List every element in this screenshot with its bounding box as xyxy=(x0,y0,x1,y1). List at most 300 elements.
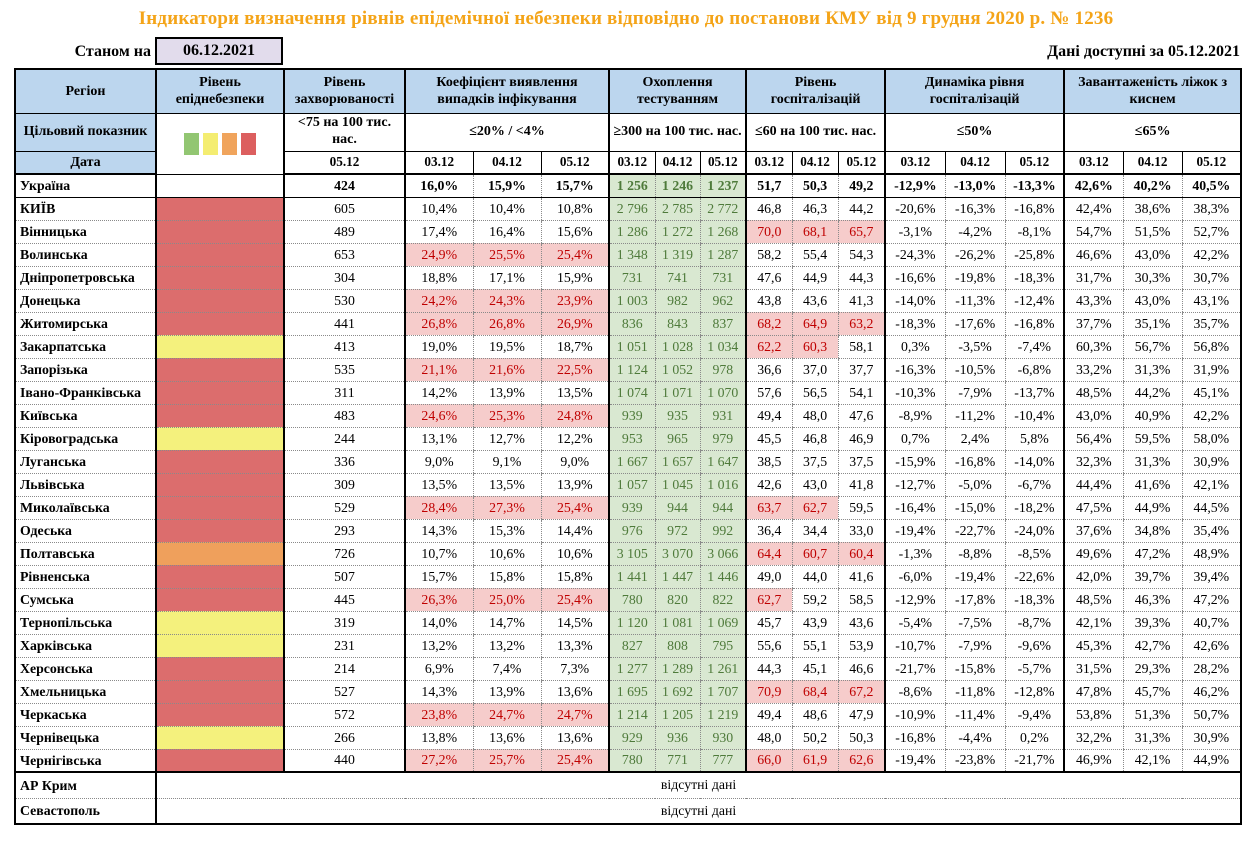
dynamics-value: -8,1% xyxy=(1005,220,1064,243)
dynamics-value: -7,4% xyxy=(1005,335,1064,358)
legend-swatch xyxy=(184,133,199,155)
detection-value: 14,3% xyxy=(405,519,473,542)
testing-value: 978 xyxy=(700,358,746,381)
hospitalization-value: 43,8 xyxy=(746,289,792,312)
date-cell: 04.12 xyxy=(945,151,1005,174)
dynamics-value: -18,3% xyxy=(1005,266,1064,289)
dynamics-value: -16,8% xyxy=(885,726,945,749)
testing-value: 1 081 xyxy=(655,611,700,634)
hospitalization-value: 45,7 xyxy=(746,611,792,634)
region-name: Чернігівська xyxy=(15,749,156,772)
beds-value: 32,3% xyxy=(1064,450,1123,473)
detection-value: 21,1% xyxy=(405,358,473,381)
beds-value: 30,3% xyxy=(1123,266,1182,289)
dynamics-value: -19,8% xyxy=(945,266,1005,289)
dynamics-value: -16,6% xyxy=(885,266,945,289)
hospitalization-value: 67,2 xyxy=(838,680,885,703)
incidence-value: 413 xyxy=(284,335,405,358)
testing-value: 2 785 xyxy=(655,197,700,220)
testing-value: 944 xyxy=(700,496,746,519)
epidemic-level-cell xyxy=(156,588,284,611)
date-cell: 05.12 xyxy=(838,151,885,174)
col-header-detection: Коефіцієнт виявлення випадків інфікування xyxy=(405,69,609,113)
hospitalization-value: 37,5 xyxy=(838,450,885,473)
hospitalization-value: 33,0 xyxy=(838,519,885,542)
incidence-value: 441 xyxy=(284,312,405,335)
table-row xyxy=(15,680,1241,703)
hospitalization-value: 70,0 xyxy=(746,220,792,243)
dynamics-value: 0,3% xyxy=(885,335,945,358)
hospitalization-value: 51,7 xyxy=(746,174,792,197)
detection-value: 15,8% xyxy=(473,565,541,588)
testing-value: 982 xyxy=(655,289,700,312)
beds-value: 45,3% xyxy=(1064,634,1123,657)
beds-value: 49,6% xyxy=(1064,542,1123,565)
detection-value: 24,7% xyxy=(473,703,541,726)
testing-value: 777 xyxy=(700,749,746,772)
testing-value: 1 205 xyxy=(655,703,700,726)
detection-value: 15,3% xyxy=(473,519,541,542)
testing-value: 931 xyxy=(700,404,746,427)
meta-bar xyxy=(14,38,1240,68)
detection-value: 14,2% xyxy=(405,381,473,404)
hospitalization-value: 48,6 xyxy=(792,703,838,726)
epidemic-level-cell xyxy=(156,657,284,680)
beds-value: 39,7% xyxy=(1123,565,1182,588)
region-name: Житомирська xyxy=(15,312,156,335)
epidemic-level-cell xyxy=(156,450,284,473)
incidence-value: 507 xyxy=(284,565,405,588)
testing-value: 935 xyxy=(655,404,700,427)
hospitalization-value: 44,3 xyxy=(746,657,792,680)
date-cell: 05.12 xyxy=(700,151,746,174)
hospitalization-value: 49,4 xyxy=(746,703,792,726)
table-row xyxy=(15,519,1241,542)
beds-value: 42,4% xyxy=(1064,197,1123,220)
testing-value: 1 287 xyxy=(700,243,746,266)
beds-value: 48,5% xyxy=(1064,381,1123,404)
testing-value: 939 xyxy=(609,496,655,519)
indicators-table xyxy=(14,68,1242,825)
detection-value: 15,6% xyxy=(541,220,609,243)
date-cell: 03.12 xyxy=(746,151,792,174)
detection-value: 22,5% xyxy=(541,358,609,381)
testing-value: 1 272 xyxy=(655,220,700,243)
dynamics-value: -11,4% xyxy=(945,703,1005,726)
date-cell: 05.12 xyxy=(1182,151,1241,174)
testing-value: 1 268 xyxy=(700,220,746,243)
detection-value: 14,4% xyxy=(541,519,609,542)
beds-value: 30,9% xyxy=(1182,726,1241,749)
testing-value: 976 xyxy=(609,519,655,542)
dynamics-value: -16,8% xyxy=(1005,312,1064,335)
hospitalization-value: 46,8 xyxy=(792,427,838,450)
epidemic-level-cell xyxy=(156,680,284,703)
hospitalization-value: 68,2 xyxy=(746,312,792,335)
incidence-value: 445 xyxy=(284,588,405,611)
region-name: Україна xyxy=(15,174,156,197)
region-name: Хмельницька xyxy=(15,680,156,703)
incidence-value: 311 xyxy=(284,381,405,404)
testing-value: 837 xyxy=(700,312,746,335)
region-name: Дніпропетровська xyxy=(15,266,156,289)
detection-value: 13,1% xyxy=(405,427,473,450)
beds-value: 44,5% xyxy=(1182,496,1241,519)
dynamics-value: -21,7% xyxy=(1005,749,1064,772)
region-name: Львівська xyxy=(15,473,156,496)
dynamics-value: -5,0% xyxy=(945,473,1005,496)
epidemic-level-cell xyxy=(156,335,284,358)
beds-value: 31,3% xyxy=(1123,358,1182,381)
table-row xyxy=(15,588,1241,611)
dynamics-value: -7,9% xyxy=(945,381,1005,404)
detection-value: 9,0% xyxy=(405,450,473,473)
hospitalization-value: 55,6 xyxy=(746,634,792,657)
testing-value: 3 105 xyxy=(609,542,655,565)
hospitalization-value: 41,6 xyxy=(838,565,885,588)
detection-value: 25,0% xyxy=(473,588,541,611)
incidence-value: 530 xyxy=(284,289,405,312)
hospitalization-value: 60,4 xyxy=(838,542,885,565)
detection-value: 13,3% xyxy=(541,634,609,657)
dynamics-value: -19,4% xyxy=(945,565,1005,588)
no-data-cell: відсутні дані xyxy=(156,772,1241,798)
hospitalization-value: 62,7 xyxy=(792,496,838,519)
detection-value: 26,8% xyxy=(473,312,541,335)
testing-value: 1 707 xyxy=(700,680,746,703)
beds-value: 46,3% xyxy=(1123,588,1182,611)
region-name: Тернопільська xyxy=(15,611,156,634)
hospitalization-value: 63,2 xyxy=(838,312,885,335)
hospitalization-value: 49,4 xyxy=(746,404,792,427)
epidemic-level-cell xyxy=(156,220,284,243)
table-row-no-data xyxy=(15,798,1241,824)
hospitalization-value: 44,2 xyxy=(838,197,885,220)
testing-value: 1 052 xyxy=(655,358,700,381)
detection-value: 13,2% xyxy=(473,634,541,657)
beds-value: 46,2% xyxy=(1182,680,1241,703)
hospitalization-value: 43,0 xyxy=(792,473,838,496)
dynamics-value: -16,3% xyxy=(945,197,1005,220)
hospitalization-value: 49,2 xyxy=(838,174,885,197)
hospitalization-value: 43,6 xyxy=(838,611,885,634)
beds-value: 44,9% xyxy=(1123,496,1182,519)
incidence-value: 424 xyxy=(284,174,405,197)
detection-value: 25,4% xyxy=(541,243,609,266)
hospitalization-value: 36,4 xyxy=(746,519,792,542)
testing-value: 972 xyxy=(655,519,700,542)
detection-value: 24,6% xyxy=(405,404,473,427)
hospitalization-value: 45,1 xyxy=(792,657,838,680)
beds-value: 51,3% xyxy=(1123,703,1182,726)
beds-value: 43,0% xyxy=(1123,289,1182,312)
region-name: Миколаївська xyxy=(15,496,156,519)
testing-value: 929 xyxy=(609,726,655,749)
table-row xyxy=(15,220,1241,243)
beds-value: 45,1% xyxy=(1182,381,1241,404)
testing-value: 1 070 xyxy=(700,381,746,404)
incidence-value: 319 xyxy=(284,611,405,634)
hospitalization-value: 62,2 xyxy=(746,335,792,358)
beds-value: 45,7% xyxy=(1123,680,1182,703)
date-cell: 04.12 xyxy=(473,151,541,174)
epidemic-level-cell xyxy=(156,197,284,220)
hospitalization-value: 54,3 xyxy=(838,243,885,266)
legend-swatch xyxy=(241,133,256,155)
detection-value: 10,6% xyxy=(541,542,609,565)
testing-value: 1 657 xyxy=(655,450,700,473)
hospitalization-value: 63,7 xyxy=(746,496,792,519)
region-name: Одеська xyxy=(15,519,156,542)
beds-value: 43,0% xyxy=(1123,243,1182,266)
beds-value: 40,7% xyxy=(1182,611,1241,634)
beds-value: 42,1% xyxy=(1064,611,1123,634)
detection-value: 13,5% xyxy=(473,473,541,496)
detection-value: 18,8% xyxy=(405,266,473,289)
incidence-value: 304 xyxy=(284,266,405,289)
region-name: Севастополь xyxy=(15,798,156,824)
testing-value: 992 xyxy=(700,519,746,542)
dynamics-value: -14,0% xyxy=(885,289,945,312)
hospitalization-value: 61,9 xyxy=(792,749,838,772)
dynamics-value: -11,2% xyxy=(945,404,1005,427)
detection-value: 25,4% xyxy=(541,496,609,519)
dynamics-value: -21,7% xyxy=(885,657,945,680)
hospitalization-value: 38,5 xyxy=(746,450,792,473)
beds-value: 56,7% xyxy=(1123,335,1182,358)
dynamics-value: -19,4% xyxy=(885,749,945,772)
hospitalization-value: 58,5 xyxy=(838,588,885,611)
level-legend xyxy=(156,113,284,174)
table-row xyxy=(15,450,1241,473)
dynamics-value: -8,8% xyxy=(945,542,1005,565)
testing-value: 1 016 xyxy=(700,473,746,496)
detection-value: 12,2% xyxy=(541,427,609,450)
region-name: Рівненська xyxy=(15,565,156,588)
detection-value: 10,4% xyxy=(405,197,473,220)
date-cell: 04.12 xyxy=(792,151,838,174)
beds-value: 31,5% xyxy=(1064,657,1123,680)
detection-value: 19,0% xyxy=(405,335,473,358)
beds-value: 41,6% xyxy=(1123,473,1182,496)
date-cell: 03.12 xyxy=(885,151,945,174)
header-row-targets xyxy=(15,113,1241,151)
beds-value: 38,6% xyxy=(1123,197,1182,220)
epidemic-level-cell xyxy=(156,565,284,588)
testing-value: 820 xyxy=(655,588,700,611)
hospitalization-value: 65,7 xyxy=(838,220,885,243)
beds-value: 31,3% xyxy=(1123,726,1182,749)
beds-value: 28,2% xyxy=(1182,657,1241,680)
region-name: Луганська xyxy=(15,450,156,473)
incidence-value: 726 xyxy=(284,542,405,565)
date-cell: 03.12 xyxy=(609,151,655,174)
beds-value: 40,2% xyxy=(1123,174,1182,197)
testing-value: 1 124 xyxy=(609,358,655,381)
hospitalization-value: 70,9 xyxy=(746,680,792,703)
beds-value: 38,3% xyxy=(1182,197,1241,220)
detection-value: 14,0% xyxy=(405,611,473,634)
detection-value: 26,9% xyxy=(541,312,609,335)
dynamics-value: -8,7% xyxy=(1005,611,1064,634)
dynamics-value: -17,8% xyxy=(945,588,1005,611)
detection-value: 15,7% xyxy=(405,565,473,588)
hospitalization-value: 48,0 xyxy=(746,726,792,749)
hospitalization-value: 55,1 xyxy=(792,634,838,657)
region-name: Донецька xyxy=(15,289,156,312)
epidemic-level-cell xyxy=(156,703,284,726)
dynamics-value: -10,7% xyxy=(885,634,945,657)
hospitalization-value: 64,9 xyxy=(792,312,838,335)
hospitalization-value: 50,3 xyxy=(792,174,838,197)
hospitalization-value: 62,6 xyxy=(838,749,885,772)
dynamics-value: -7,5% xyxy=(945,611,1005,634)
detection-value: 24,3% xyxy=(473,289,541,312)
dynamics-value: -22,6% xyxy=(1005,565,1064,588)
hospitalization-value: 46,3 xyxy=(792,197,838,220)
hospitalization-value: 44,0 xyxy=(792,565,838,588)
date-row-label: Дата xyxy=(15,151,156,174)
date-cell: 05.12 xyxy=(1005,151,1064,174)
dynamics-value: -11,3% xyxy=(945,289,1005,312)
dynamics-value: -25,8% xyxy=(1005,243,1064,266)
detection-value: 16,4% xyxy=(473,220,541,243)
as-of-label: Станом на xyxy=(74,43,151,60)
detection-value: 26,3% xyxy=(405,588,473,611)
detection-value: 25,3% xyxy=(473,404,541,427)
table-row xyxy=(15,473,1241,496)
detection-value: 14,5% xyxy=(541,611,609,634)
testing-value: 780 xyxy=(609,749,655,772)
dynamics-value: -12,9% xyxy=(885,588,945,611)
epidemic-level-cell xyxy=(156,174,284,197)
incidence-value: 214 xyxy=(284,657,405,680)
testing-value: 1 446 xyxy=(700,565,746,588)
table-row xyxy=(15,312,1241,335)
beds-value: 46,6% xyxy=(1064,243,1123,266)
detection-value: 25,4% xyxy=(541,588,609,611)
beds-value: 42,7% xyxy=(1123,634,1182,657)
region-name: Полтавська xyxy=(15,542,156,565)
hospitalization-value: 57,6 xyxy=(746,381,792,404)
region-name: Херсонська xyxy=(15,657,156,680)
testing-value: 1 277 xyxy=(609,657,655,680)
region-name: Черкаська xyxy=(15,703,156,726)
region-name: Харківська xyxy=(15,634,156,657)
epidemic-level-cell xyxy=(156,381,284,404)
table-row xyxy=(15,611,1241,634)
incidence-value: 244 xyxy=(284,427,405,450)
detection-value: 6,9% xyxy=(405,657,473,680)
table-row xyxy=(15,266,1241,289)
hospitalization-value: 68,4 xyxy=(792,680,838,703)
table-row xyxy=(15,358,1241,381)
testing-value: 936 xyxy=(655,726,700,749)
detection-value: 13,6% xyxy=(541,680,609,703)
as-of-date-box: 06.12.2021 xyxy=(155,37,283,65)
detection-value: 23,8% xyxy=(405,703,473,726)
epidemic-level-cell xyxy=(156,427,284,450)
epidemic-level-cell xyxy=(156,266,284,289)
region-name: Чернівецька xyxy=(15,726,156,749)
dynamics-value: -15,8% xyxy=(945,657,1005,680)
table-row xyxy=(15,174,1241,197)
hospitalization-value: 50,3 xyxy=(838,726,885,749)
hospitalization-value: 46,6 xyxy=(838,657,885,680)
beds-value: 59,5% xyxy=(1123,427,1182,450)
beds-value: 47,2% xyxy=(1123,542,1182,565)
dynamics-value: -4,2% xyxy=(945,220,1005,243)
beds-value: 43,0% xyxy=(1064,404,1123,427)
hospitalization-value: 41,3 xyxy=(838,289,885,312)
detection-value: 15,7% xyxy=(541,174,609,197)
table-row xyxy=(15,749,1241,772)
testing-value: 827 xyxy=(609,634,655,657)
data-available-date: 05.12.2021 xyxy=(1168,43,1240,60)
testing-value: 2 796 xyxy=(609,197,655,220)
epidemic-level-cell xyxy=(156,749,284,772)
region-name: Вінницька xyxy=(15,220,156,243)
hospitalization-value: 68,1 xyxy=(792,220,838,243)
testing-value: 843 xyxy=(655,312,700,335)
dynamics-value: -6,7% xyxy=(1005,473,1064,496)
detection-value: 13,9% xyxy=(473,381,541,404)
beds-value: 35,7% xyxy=(1182,312,1241,335)
testing-value: 1 045 xyxy=(655,473,700,496)
testing-value: 1 071 xyxy=(655,381,700,404)
dynamics-value: -24,0% xyxy=(1005,519,1064,542)
detection-value: 10,6% xyxy=(473,542,541,565)
date-cell: 04.12 xyxy=(655,151,700,174)
hospitalization-value: 37,0 xyxy=(792,358,838,381)
dynamics-value: -3,5% xyxy=(945,335,1005,358)
detection-value: 10,4% xyxy=(473,197,541,220)
dynamics-value: -13,0% xyxy=(945,174,1005,197)
dynamics-value: -6,8% xyxy=(1005,358,1064,381)
detection-value: 27,2% xyxy=(405,749,473,772)
detection-value: 13,2% xyxy=(405,634,473,657)
beds-value: 42,6% xyxy=(1182,634,1241,657)
dynamics-value: 2,4% xyxy=(945,427,1005,450)
dynamics-value: -14,0% xyxy=(1005,450,1064,473)
hospitalization-value: 60,3 xyxy=(792,335,838,358)
detection-value: 27,3% xyxy=(473,496,541,519)
hospitalization-value: 43,6 xyxy=(792,289,838,312)
target-incidence: <75 на 100 тис. нас. xyxy=(284,113,405,151)
incidence-value: 489 xyxy=(284,220,405,243)
testing-value: 930 xyxy=(700,726,746,749)
dynamics-value: -16,8% xyxy=(945,450,1005,473)
dynamics-value: -12,4% xyxy=(1005,289,1064,312)
testing-value: 944 xyxy=(655,496,700,519)
detection-value: 13,6% xyxy=(541,726,609,749)
beds-value: 30,9% xyxy=(1182,450,1241,473)
beds-value: 44,9% xyxy=(1182,749,1241,772)
dynamics-value: -16,4% xyxy=(885,496,945,519)
detection-value: 24,2% xyxy=(405,289,473,312)
hospitalization-value: 43,9 xyxy=(792,611,838,634)
hospitalization-value: 55,4 xyxy=(792,243,838,266)
beds-value: 42,1% xyxy=(1182,473,1241,496)
detection-value: 26,8% xyxy=(405,312,473,335)
dynamics-value: -18,3% xyxy=(1005,588,1064,611)
beds-value: 47,2% xyxy=(1182,588,1241,611)
detection-value: 13,5% xyxy=(405,473,473,496)
testing-value: 808 xyxy=(655,634,700,657)
beds-value: 53,8% xyxy=(1064,703,1123,726)
beds-value: 51,5% xyxy=(1123,220,1182,243)
detection-value: 13,6% xyxy=(473,726,541,749)
